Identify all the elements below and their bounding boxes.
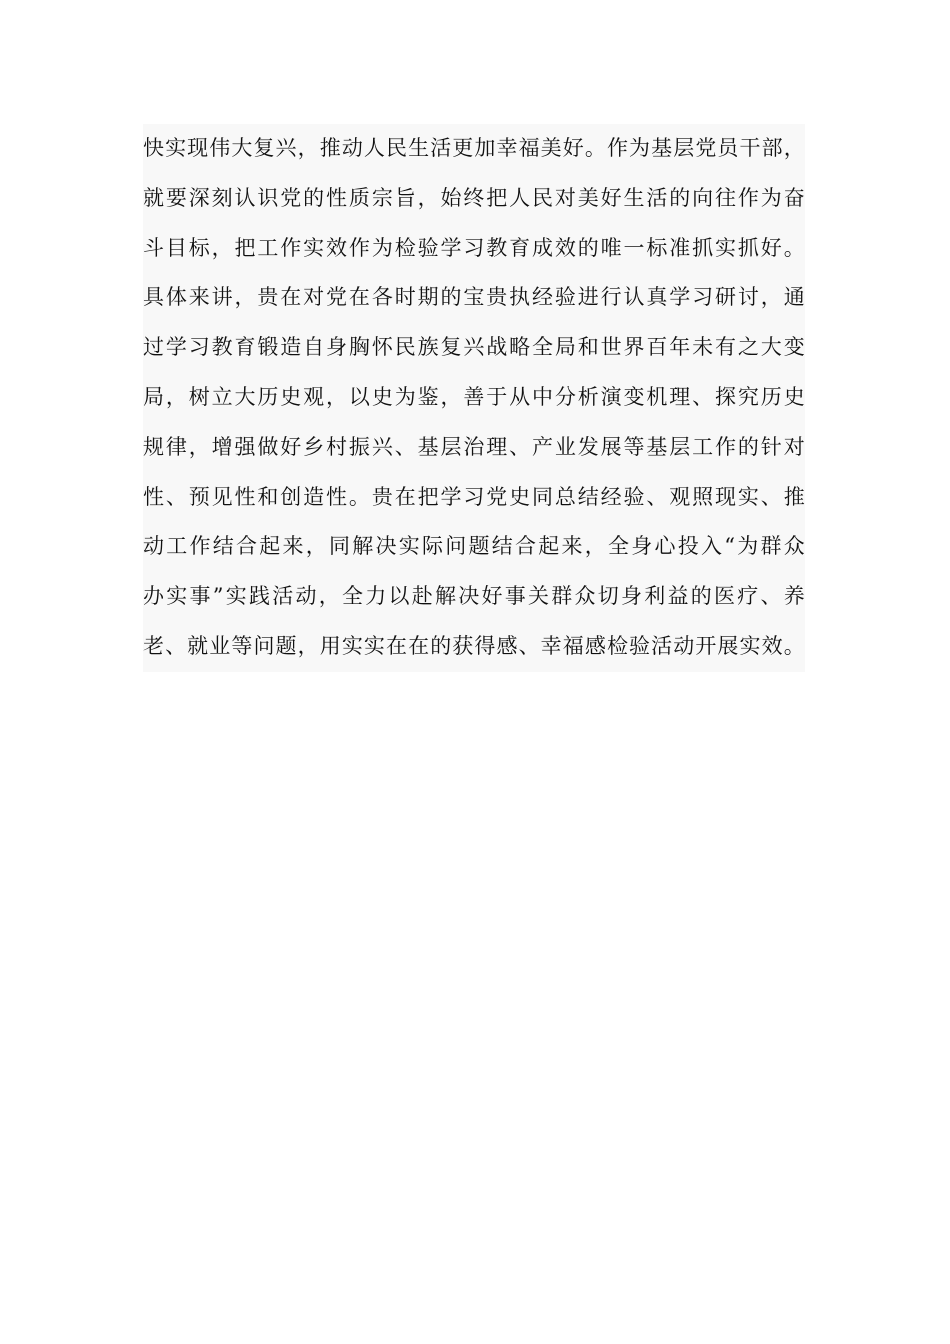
- document-paragraph: [143, 124, 805, 672]
- text-line: 具体来讲，贵在对党在各时期的宝贵执经验进行认真学习研讨，通: [143, 285, 805, 310]
- text-line: 规律，增强做好乡村振兴、基层治理、产业发展等基层工作的针对: [143, 434, 805, 459]
- text-line: 性、预见性和创造性。贵在把学习党史同总结经验、观照现实、推: [143, 484, 805, 509]
- text-line: 局，树立大历史观，以史为鉴，善于从中分析演变机理、探究历史: [143, 384, 805, 409]
- text-line: 过学习教育锻造自身胸怀民族复兴战略全局和世界百年未有之大变: [143, 335, 805, 360]
- text-line: 动工作结合起来，同解决实际问题结合起来，全身心投入“为群众: [143, 534, 805, 559]
- text-line: 老、就业等问题，用实实在在的获得感、幸福感检验活动开展实效。: [143, 633, 805, 658]
- text-line: 就要深刻认识党的性质宗旨，始终把人民对美好生活的向往作为奋: [143, 185, 805, 210]
- text-line: 斗目标，把工作实效作为检验学习教育成效的唯一标准抓实抓好。: [143, 235, 805, 260]
- text-line: 快实现伟大复兴，推动人民生活更加幸福美好。作为基层党员干部，: [143, 136, 805, 160]
- text-line: 办实事”实践活动，全力以赴解决好事关群众切身利益的医疗、养: [143, 584, 805, 609]
